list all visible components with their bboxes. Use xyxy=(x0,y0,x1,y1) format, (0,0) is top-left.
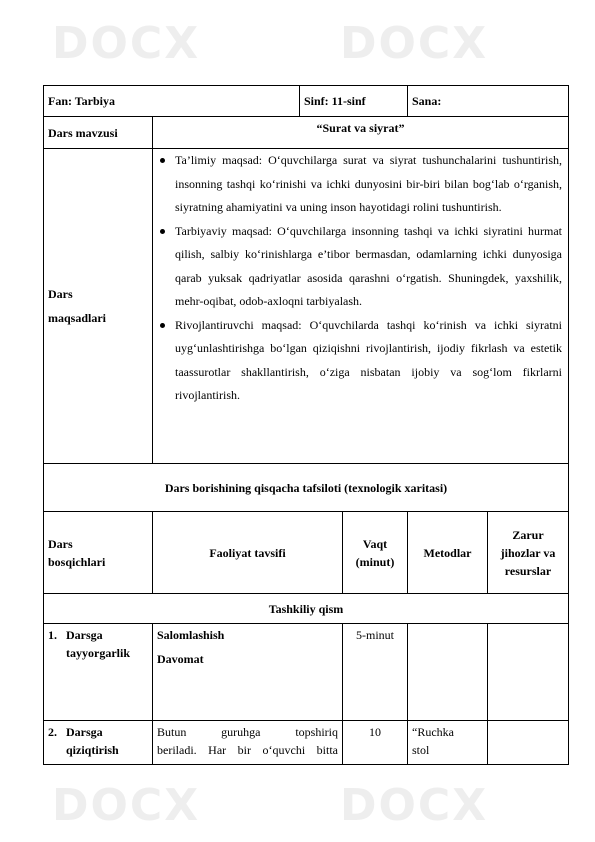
goal-item xyxy=(175,149,562,220)
stage-line: Darsga xyxy=(66,725,103,739)
methods-line: stol xyxy=(412,743,430,757)
goal-item xyxy=(175,220,562,314)
date-cell: Sana: xyxy=(408,86,569,117)
bullet-icon xyxy=(160,323,165,328)
activity-line: Salomlashish xyxy=(157,628,225,642)
stage-name xyxy=(66,723,119,759)
table-row xyxy=(44,721,569,765)
stage-entry xyxy=(48,723,148,759)
topic-value: “Surat va siyrat” xyxy=(153,117,569,149)
section-title-row xyxy=(44,464,569,512)
goal-item xyxy=(175,314,562,408)
stage-line: Darsga xyxy=(66,628,103,642)
goal-text: Tarbiyaviy maqsad: O‘quvchilarga insonning tashqi va ichki siyratini hurmat qilish, salbiy ko‘rinishlarga e’tibor bermasdan, odamlarning ichki dunyosiga qarab yuksak qadriyatlar asosida qarashni o‘rgatish. Shuningdek, yaxshilik, mehr-oqibat, odob-axloqni tarbiyalash. xyxy=(175,223,562,308)
col-methods-header: Metodlar xyxy=(408,512,488,594)
col-time-line: (minut) xyxy=(355,554,395,569)
topic-label: Dars mavzusi xyxy=(44,117,153,149)
goals-label xyxy=(44,149,153,464)
stage-number: 2. xyxy=(48,725,57,739)
stage-entry xyxy=(48,626,148,662)
goals-row xyxy=(44,149,569,464)
stage-line: tayyorgarlik xyxy=(66,646,130,660)
col-resources-header xyxy=(488,512,569,594)
goals-label-line: Dars xyxy=(48,287,73,301)
stage-cell xyxy=(44,624,153,721)
col-resources-line: resurslar xyxy=(504,563,552,578)
stage-cell xyxy=(44,721,153,765)
goals-label-line: maqsadlari xyxy=(48,311,107,325)
methods-cell xyxy=(408,624,488,721)
col-stages-line: bosqichlari xyxy=(48,554,106,569)
activity-line: beriladi. Har bir o‘quvchi bitta xyxy=(157,743,338,757)
activity-cell xyxy=(153,624,343,721)
watermark: DOCX xyxy=(52,780,201,831)
goals-cell xyxy=(153,149,569,464)
org-part-row xyxy=(44,594,569,624)
col-resources-line: jihozlar va xyxy=(500,545,556,560)
col-time-header xyxy=(343,512,408,594)
watermark: DOCX xyxy=(340,18,489,69)
grade-cell: Sinf: 11-sinf xyxy=(300,86,408,117)
stage-number: 1. xyxy=(48,628,57,642)
activity-line: Butun guruhga topshiriq xyxy=(157,725,338,739)
stage-name xyxy=(66,626,130,662)
methods-line: “Ruchka xyxy=(412,725,454,739)
methods-cell xyxy=(408,721,488,765)
column-header-row xyxy=(44,512,569,594)
resources-cell xyxy=(488,721,569,765)
org-part-label: Tashkiliy qism xyxy=(44,594,569,624)
stage-line: qiziqtirish xyxy=(66,743,119,757)
topic-row xyxy=(44,117,569,149)
header-row xyxy=(44,86,569,117)
goal-text: Rivojlantiruvchi maqsad: O‘quvchilarda tashqi ko‘rinish va ichki siyratni uyg‘unlashtirishga bo‘lgan qiziqishni rivojlantirish, ijodiy fikrlash va estetik taassurotlar shakllantirish, o‘ziga nisbatan ijobiy va sog‘lom fikrlarni rivojlantirish. xyxy=(175,317,562,402)
bullet-icon xyxy=(160,158,165,163)
col-resources-line: Zarur xyxy=(512,527,544,542)
time-cell: 10 xyxy=(343,721,408,765)
col-activity-header: Faoliyat tavsifi xyxy=(153,512,343,594)
resources-cell xyxy=(488,624,569,721)
table-row xyxy=(44,624,569,721)
watermark: DOCX xyxy=(52,18,201,69)
goal-text: Ta’limiy maqsad: O‘quvchilarga surat va siyrat tushunchalarini tushuntirish, insonning tashqi ko‘rinishi va ichki dunyosini bir-biri bilan bog‘lab o‘rganish, siyratning ahamiyatini va uning inson hayotidagi rolini tushuntirish. xyxy=(175,153,562,214)
section-title: Dars borishining qisqacha tafsiloti (texnologik xaritasi) xyxy=(44,464,569,512)
watermark: DOCX xyxy=(340,780,489,831)
col-time-line: Vaqt xyxy=(362,536,388,551)
activity-cell xyxy=(153,721,343,765)
bullet-icon xyxy=(160,229,165,234)
col-stages-line: Dars xyxy=(48,536,73,551)
col-stages-header xyxy=(44,512,153,594)
goals-list xyxy=(157,149,562,408)
subject-cell: Fan: Tarbiya xyxy=(44,86,300,117)
activity-line: Davomat xyxy=(157,652,204,666)
time-cell: 5-minut xyxy=(343,624,408,721)
lesson-plan-table xyxy=(43,85,569,765)
